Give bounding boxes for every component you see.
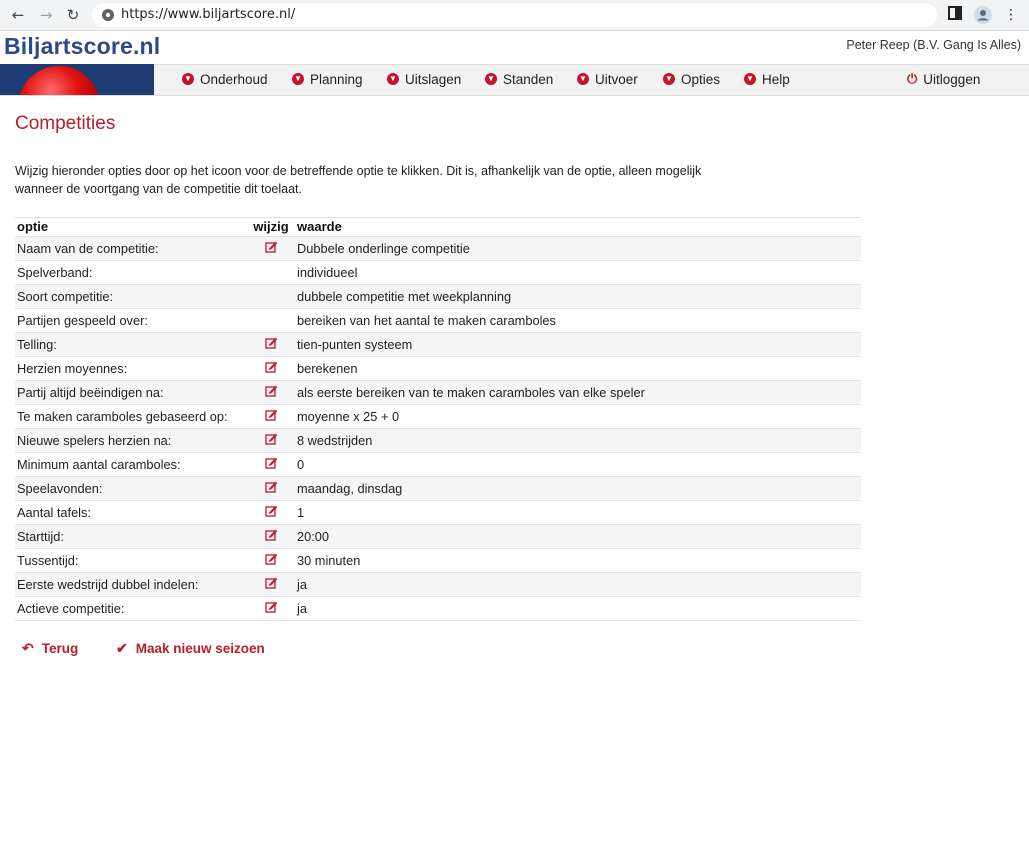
option-value: ja (297, 577, 307, 592)
menu-item-planning[interactable] (292, 70, 363, 88)
edit-cell (247, 477, 295, 500)
table-header (15, 217, 861, 236)
option-label: Herzien moyennes: (17, 361, 128, 376)
chevron-down-icon: ▼ (744, 73, 756, 85)
menu-item-label: Uitvoer (595, 71, 638, 87)
reload-icon[interactable]: ↻ (66, 6, 80, 24)
table-row (15, 524, 861, 548)
menu-item-help[interactable] (744, 70, 790, 88)
power-icon: ⏻ (907, 71, 918, 86)
option-label: Partijen gespeeld over: (17, 313, 148, 328)
option-label: Spelverband: (17, 265, 93, 280)
logout-button[interactable] (907, 70, 980, 88)
option-value: berekenen (297, 361, 358, 376)
option-value: tien-punten systeem (297, 337, 413, 352)
option-label: Starttijd: (17, 529, 64, 544)
option-label: Tussentijd: (17, 553, 79, 568)
reply-arrow-icon: ↶ (22, 640, 34, 656)
logout-label: Uitloggen (923, 71, 981, 87)
option-value: 0 (297, 457, 305, 472)
edit-icon[interactable] (265, 385, 278, 400)
table-row (15, 260, 861, 284)
option-value: als eerste bereiken van te maken caramboles van elke speler (297, 385, 645, 400)
option-label: Naam van de competitie: (17, 241, 159, 256)
edit-cell (247, 573, 295, 596)
option-value: bereiken van het aantal te maken caramboles (297, 313, 556, 328)
table-row (15, 572, 861, 596)
table-body (15, 236, 861, 621)
option-label: Nieuwe spelers herzien na: (17, 433, 172, 448)
menu-item-label: Onderhoud (200, 71, 268, 87)
sidepanel-icon[interactable] (946, 6, 964, 24)
edit-cell (247, 309, 295, 332)
back-button[interactable] (22, 640, 78, 657)
menu-item-uitvoer[interactable] (577, 70, 638, 88)
edit-cell (247, 357, 295, 380)
option-value: 30 minuten (297, 553, 361, 568)
menu-item-label: Standen (503, 71, 554, 87)
table-row (15, 476, 861, 500)
edit-cell (247, 549, 295, 572)
edit-icon[interactable] (265, 577, 278, 592)
edit-cell (247, 333, 295, 356)
option-value: Dubbele onderlinge competitie (297, 241, 470, 256)
option-label: Actieve competitie: (17, 601, 125, 616)
edit-icon[interactable] (265, 409, 278, 424)
edit-cell (247, 261, 295, 284)
table-row (15, 356, 861, 380)
option-value: 1 (297, 505, 305, 520)
address-url[interactable]: https://www.biljartscore.nl/ (121, 7, 296, 22)
option-value: 8 wedstrijden (297, 433, 373, 448)
edit-cell (247, 285, 295, 308)
edit-icon[interactable] (265, 433, 278, 448)
edit-cell (247, 405, 295, 428)
table-row (15, 404, 861, 428)
menu-item-standen[interactable] (485, 70, 553, 88)
edit-cell (247, 597, 295, 620)
option-value: maandag, dinsdag (297, 481, 403, 496)
edit-icon[interactable] (265, 505, 278, 520)
edit-icon[interactable] (265, 481, 278, 496)
edit-icon[interactable] (265, 553, 278, 568)
edit-icon[interactable] (265, 361, 278, 376)
option-value: ja (297, 601, 307, 616)
edit-cell (247, 525, 295, 548)
menu-item-label: Uitslagen (405, 71, 462, 87)
chevron-down-icon: ▼ (387, 73, 399, 85)
edit-cell (247, 429, 295, 452)
forward-arrow-icon[interactable]: → (39, 6, 53, 24)
table-row (15, 332, 861, 356)
billiard-ball-icon (18, 66, 100, 95)
edit-icon[interactable] (265, 457, 278, 472)
option-label: Speelavonden: (17, 481, 103, 496)
menu-item-label: Planning (310, 71, 363, 87)
check-icon: ✔ (116, 640, 128, 656)
kebab-menu-icon[interactable]: ⋮ (1004, 7, 1018, 23)
banner-image (0, 64, 154, 95)
option-label: Eerste wedstrijd dubbel indelen: (17, 577, 199, 592)
menu-item-uitslagen[interactable] (387, 70, 461, 88)
menu-item-onderhoud[interactable] (182, 70, 268, 88)
address-bar[interactable] (92, 3, 937, 27)
table-row (15, 500, 861, 524)
edit-icon[interactable] (265, 601, 278, 616)
new-season-button[interactable] (116, 640, 265, 657)
browser-toolbar (0, 0, 1029, 31)
user-name: Peter Reep (B.V. Gang Is Alles) (846, 38, 1021, 52)
chevron-down-icon: ▼ (577, 73, 589, 85)
edit-icon[interactable] (265, 337, 278, 352)
menu-item-label: Opties (681, 71, 721, 87)
table-row (15, 308, 861, 332)
option-value: 20:00 (297, 529, 330, 544)
chevron-down-icon: ▼ (292, 73, 304, 85)
back-arrow-icon[interactable]: ← (11, 6, 25, 24)
option-value: moyenne x 25 + 0 (297, 409, 400, 424)
header-option: optie (17, 219, 49, 234)
option-label: Te maken caramboles gebaseerd op: (17, 409, 228, 424)
option-value: dubbele competitie met weekplanning (297, 289, 512, 304)
profile-icon[interactable] (974, 6, 992, 24)
table-row (15, 596, 861, 621)
edit-icon[interactable] (265, 241, 278, 256)
edit-cell (247, 381, 295, 404)
chevron-down-icon: ▼ (663, 73, 675, 85)
table-row (15, 428, 861, 452)
option-label: Telling: (17, 337, 57, 352)
table-row (15, 236, 861, 260)
table-row (15, 380, 861, 404)
page-title: Competities (15, 113, 116, 134)
option-value: individueel (297, 265, 358, 280)
table-row (15, 548, 861, 572)
menu-item-opties[interactable] (663, 70, 720, 88)
option-label: Aantal tafels: (17, 505, 91, 520)
header-value: waarde (297, 219, 342, 234)
intro-text: Wijzig hieronder opties door op het icoon voor de betreffende optie te klikken. Dit is, afhankelijk van de optie, alleen mogelijk wanneer de voortgang van de competitie dit toelaat. (15, 164, 702, 196)
edit-cell (247, 501, 295, 524)
chevron-down-icon: ▼ (182, 73, 194, 85)
option-label: Partij altijd beëindigen na: (17, 385, 164, 400)
back-label: Terug (41, 641, 79, 656)
site-info-icon[interactable] (101, 8, 115, 22)
table-row (15, 452, 861, 476)
options-table (15, 217, 861, 621)
chevron-down-icon: ▼ (485, 73, 497, 85)
new-season-label: Maak nieuw seizoen (135, 641, 265, 656)
site-logo[interactable]: Biljartscore.nl (4, 33, 161, 59)
header-edit: wijzig (253, 219, 289, 234)
menu-item-label: Help (762, 71, 790, 87)
edit-cell (247, 237, 295, 260)
edit-icon[interactable] (265, 529, 278, 544)
table-row (15, 284, 861, 308)
option-label: Soort competitie: (17, 289, 114, 304)
option-label: Minimum aantal caramboles: (17, 457, 181, 472)
edit-cell (247, 453, 295, 476)
